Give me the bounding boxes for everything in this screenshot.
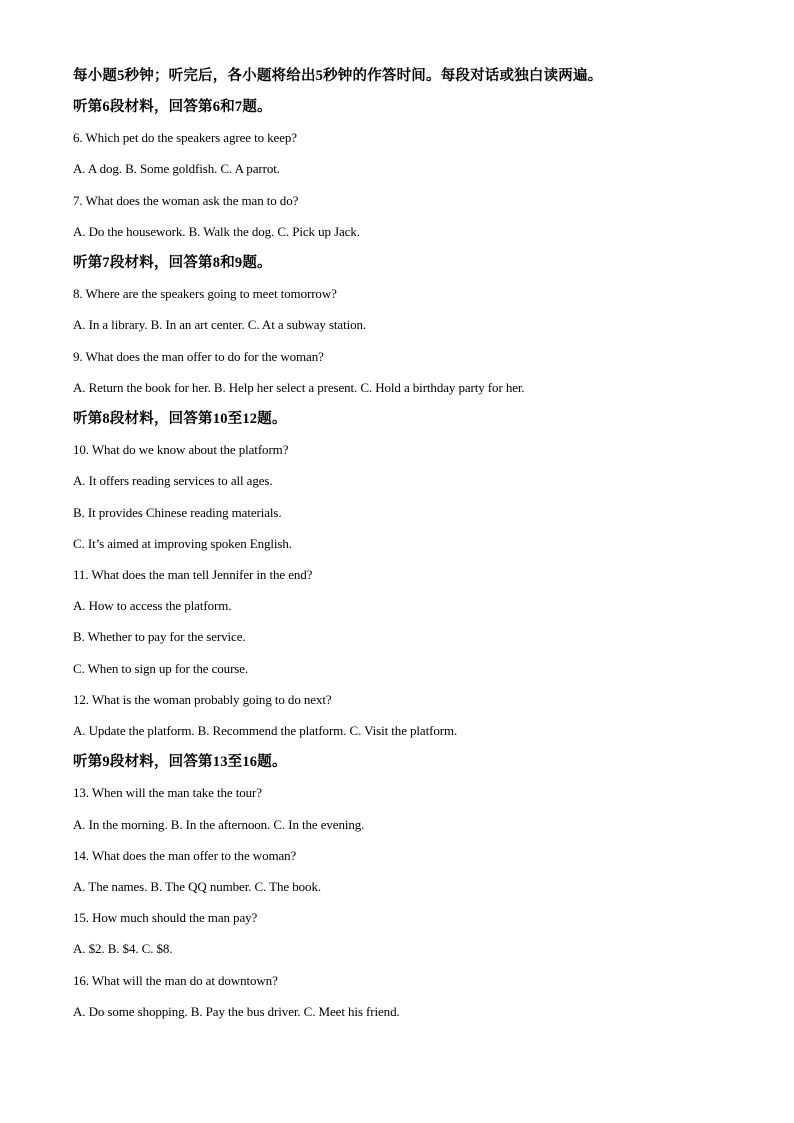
option-line: C. When to sign up for the course. bbox=[73, 661, 249, 676]
options-line: A. Return the book for her. B. Help her select a present. C. Hold a birthday party for her. bbox=[73, 380, 525, 395]
instructions-line: 每小题5秒钟；听完后，各小题将给出5秒钟的作答时间。每段对话或独白读两遍。 bbox=[73, 68, 603, 84]
section-heading: 听第9段材料，回答第13至16题。 bbox=[73, 754, 287, 770]
question-line: 7. What does the woman ask the man to do? bbox=[73, 193, 299, 208]
question-line: 6. Which pet do the speakers agree to keep? bbox=[73, 130, 297, 145]
question-line: 15. How much should the man pay? bbox=[73, 910, 258, 925]
option-line: A. How to access the platform. bbox=[73, 598, 232, 613]
question-line: 13. When will the man take the tour? bbox=[73, 785, 262, 800]
options-line: A. In the morning. B. In the afternoon. C. In the evening. bbox=[73, 817, 365, 832]
question-line: 10. What do we know about the platform? bbox=[73, 442, 289, 457]
section-heading: 听第7段材料，回答第8和9题。 bbox=[73, 255, 272, 271]
question-line: 12. What is the woman probably going to do next? bbox=[73, 692, 332, 707]
options-line: A. A dog. B. Some goldfish. C. A parrot. bbox=[73, 161, 280, 176]
option-line: C. It’s aimed at improving spoken English. bbox=[73, 536, 292, 551]
option-line: B. Whether to pay for the service. bbox=[73, 629, 246, 644]
options-line: A. In a library. B. In an art center. C. At a subway station. bbox=[73, 317, 367, 332]
options-line: A. Do the housework. B. Walk the dog. C. Pick up Jack. bbox=[73, 224, 360, 239]
question-line: 16. What will the man do at downtown? bbox=[73, 973, 278, 988]
question-line: 11. What does the man tell Jennifer in the end? bbox=[73, 567, 313, 582]
option-line: B. It provides Chinese reading materials. bbox=[73, 505, 282, 520]
options-line: A. Do some shopping. B. Pay the bus driver. C. Meet his friend. bbox=[73, 1004, 400, 1019]
question-line: 14. What does the man offer to the woman? bbox=[73, 848, 297, 863]
options-line: A. $2. B. $4. C. $8. bbox=[73, 941, 173, 956]
section-heading: 听第8段材料，回答第10至12题。 bbox=[73, 411, 287, 427]
options-line: A. The names. B. The QQ number. C. The book. bbox=[73, 879, 321, 894]
options-line: A. Update the platform. B. Recommend the platform. C. Visit the platform. bbox=[73, 723, 458, 738]
section-heading: 听第6段材料，回答第6和7题。 bbox=[73, 99, 272, 115]
question-line: 8. Where are the speakers going to meet tomorrow? bbox=[73, 286, 337, 301]
question-line: 9. What does the man offer to do for the woman? bbox=[73, 349, 324, 364]
option-line: A. It offers reading services to all ages. bbox=[73, 473, 273, 488]
